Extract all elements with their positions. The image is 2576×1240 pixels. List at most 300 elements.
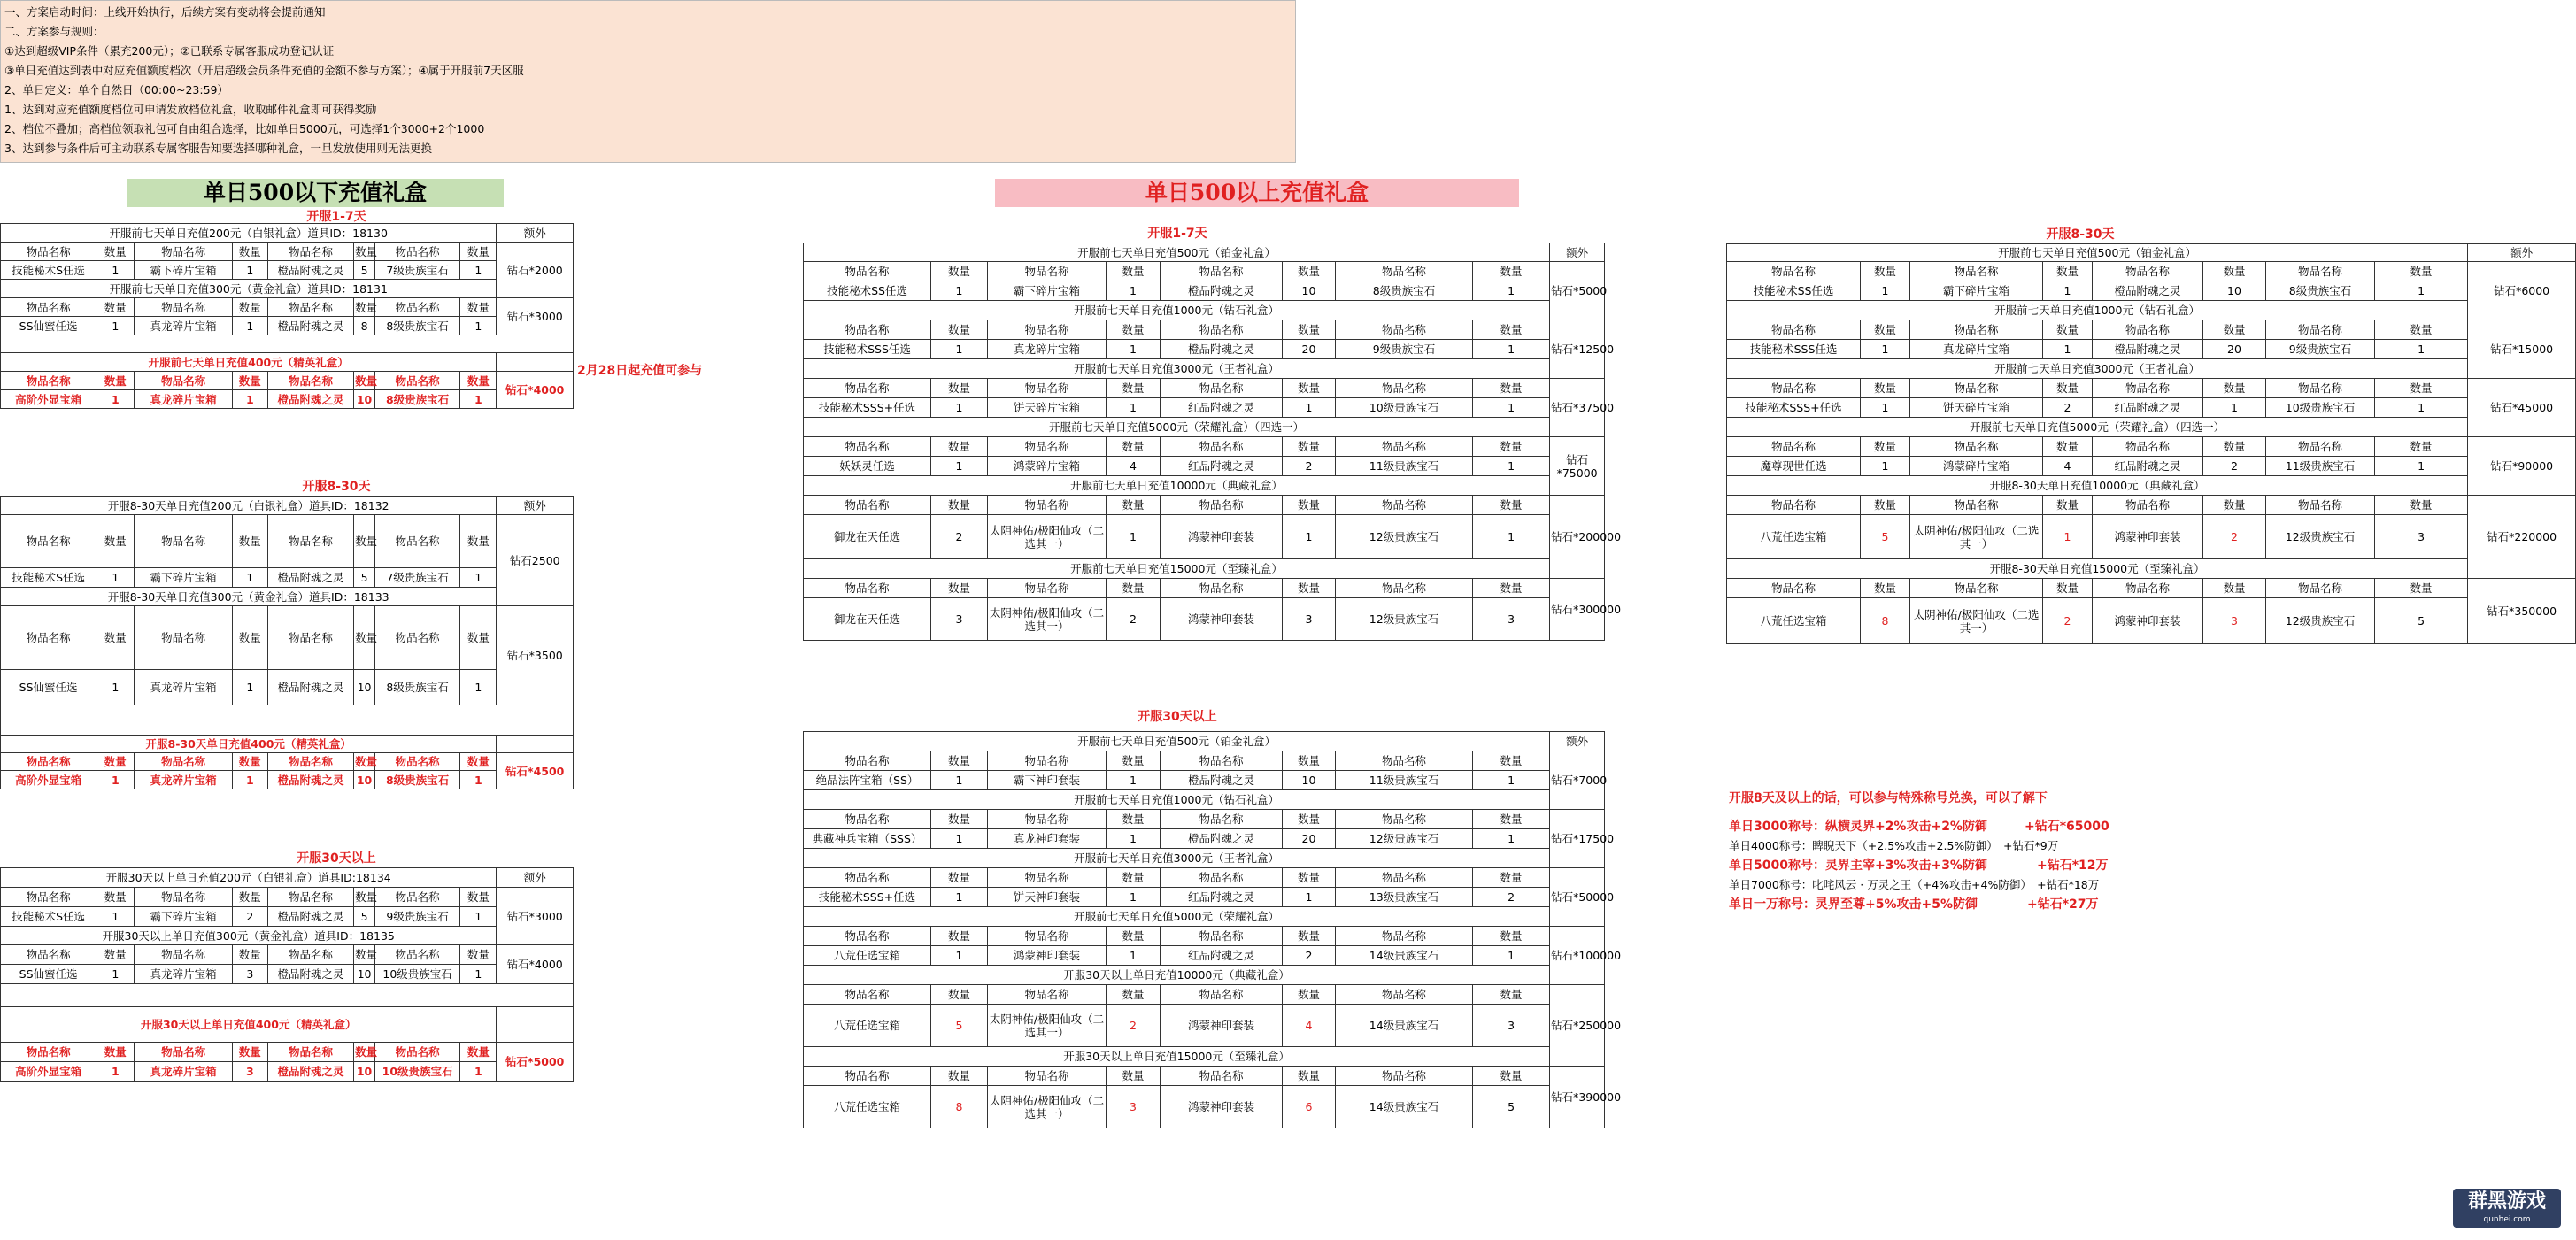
item-cell: 11级贵族宝石 <box>2266 457 2375 476</box>
col-header: 物品名称 <box>2266 379 2375 398</box>
left-table-1-7 <box>0 223 574 409</box>
bonus-cell: 钻石*12500 <box>1550 320 1605 379</box>
qty-cell: 1 <box>931 340 988 359</box>
col-header: 数量 <box>1283 437 1336 457</box>
col-header: 物品名称 <box>988 262 1107 281</box>
item-cell: 橙品附魂之灵 <box>267 390 353 409</box>
item-cell: 真龙碎片宝箱 <box>135 1062 232 1082</box>
col-header: 物品名称 <box>1161 379 1283 398</box>
qty-cell: 5 <box>931 1005 988 1047</box>
col-header: 数量 <box>1283 496 1336 515</box>
banner-over-500: 单日500以上充值礼盒 <box>995 179 1519 207</box>
col-header: 数量 <box>232 515 267 568</box>
qty-cell: 2 <box>931 515 988 559</box>
item-cell: 9级贵族宝石 <box>374 907 459 927</box>
tier-title: 开服前七天单日充值10000元（典藏礼盒） <box>804 476 1550 496</box>
item-cell: 真龙碎片宝箱 <box>988 340 1107 359</box>
qty-cell: 1 <box>2043 515 2093 559</box>
item-cell: 真龙碎片宝箱 <box>135 771 232 789</box>
item-cell: 真龙碎片宝箱 <box>1910 340 2043 359</box>
qty-cell: 1 <box>460 261 497 280</box>
qty-cell: 3 <box>1473 598 1550 641</box>
qty-cell: 3 <box>1473 1005 1550 1047</box>
item-cell: 鸿蒙神印套装 <box>1161 598 1283 641</box>
col-header: 数量 <box>2203 320 2266 340</box>
col-header: 数量 <box>460 243 497 261</box>
col-header: 数量 <box>1107 437 1161 457</box>
qty-cell: 2 <box>2043 598 2093 644</box>
tier-title-red: 开服8-30天单日充值400元（精英礼盒） <box>1 736 497 753</box>
col-header: 数量 <box>931 927 988 946</box>
item-cell: 鸿蒙神印套装 <box>2093 515 2203 559</box>
notice-line: 2、档位不叠加；高档位领取礼包可自由组合选择，比如单日5000元，可选择1个3000+2个1000 <box>4 122 485 135</box>
qty-cell: 1 <box>460 568 497 588</box>
col-header: 数量 <box>1473 810 1550 829</box>
col-header: 物品名称 <box>267 243 353 261</box>
right-table-8-30 <box>1726 243 2576 644</box>
col-header: 数量 <box>354 888 375 907</box>
item-cell: SS仙蜜任选 <box>1 965 96 984</box>
item-cell: 10级贵族宝石 <box>374 1062 459 1082</box>
col-header: 物品名称 <box>2266 437 2375 457</box>
qty-cell: 1 <box>96 261 135 280</box>
col-header: 物品名称 <box>1161 810 1283 829</box>
item-cell: 8级贵族宝石 <box>1336 281 1473 301</box>
qty-cell: 1 <box>460 390 497 409</box>
col-header: 物品名称 <box>1336 985 1473 1005</box>
col-header: 数量 <box>354 1043 375 1062</box>
col-header: 物品名称 <box>1161 262 1283 281</box>
qty-cell: 3 <box>232 1062 267 1082</box>
col-header: 物品名称 <box>1336 496 1473 515</box>
item-cell: 橙品附魂之灵 <box>267 1062 353 1082</box>
item-cell: 橙品附魂之灵 <box>1161 829 1283 849</box>
qty-cell: 1 <box>2375 281 2468 301</box>
col-header: 物品名称 <box>267 372 353 390</box>
col-header: 物品名称 <box>374 888 459 907</box>
col-header: 数量 <box>931 437 988 457</box>
item-cell: 7级贵族宝石 <box>374 261 459 280</box>
bonus-cell: 钻石*5000 <box>497 1043 574 1082</box>
bonus-cell: 钻石2500 <box>497 515 574 606</box>
col-header: 数量 <box>96 888 135 907</box>
col-header: 数量 <box>931 320 988 340</box>
col-header: 数量 <box>2203 437 2266 457</box>
item-cell: 技能秘术SSS+任选 <box>1727 398 1861 418</box>
qty-cell: 1 <box>1107 946 1161 966</box>
col-header: 物品名称 <box>1336 810 1473 829</box>
col-header: 物品名称 <box>2093 262 2203 281</box>
bonus-cell: 钻石*100000 <box>1550 927 1605 985</box>
tier-title-red: 开服30天以上单日充值400元（精英礼盒） <box>1 1007 497 1043</box>
bonus-cell: 钻石*90000 <box>2468 437 2576 496</box>
item-cell: 霸下碎片宝箱 <box>135 261 232 280</box>
item-cell: 饼天碎片宝箱 <box>1910 398 2043 418</box>
col-header: 物品名称 <box>135 243 232 261</box>
col-header: 物品名称 <box>135 753 232 771</box>
item-cell: 饼天神印套装 <box>988 888 1107 907</box>
bonus-cell: 钻石*200000 <box>1550 496 1605 579</box>
qty-cell: 4 <box>1283 1005 1336 1047</box>
qty-cell: 1 <box>232 771 267 789</box>
qty-cell: 5 <box>354 261 375 280</box>
qty-cell: 8 <box>354 317 375 335</box>
bonus-cell: 钻石*3000 <box>497 888 574 945</box>
col-header: 数量 <box>1861 437 1910 457</box>
item-cell: 橙品附魂之灵 <box>267 965 353 984</box>
item-cell: 13级贵族宝石 <box>1336 888 1473 907</box>
bonus-cell: 钻石*3500 <box>497 606 574 705</box>
qty-cell: 10 <box>354 965 375 984</box>
col-header: 物品名称 <box>1727 437 1861 457</box>
col-header: 物品名称 <box>1 753 96 771</box>
col-header: 物品名称 <box>1 298 96 317</box>
col-header: 数量 <box>1473 320 1550 340</box>
bonus-cell: 钻石*7000 <box>1550 751 1605 810</box>
qty-cell: 10 <box>2203 281 2266 301</box>
col-header: 物品名称 <box>804 1067 931 1086</box>
col-header: 物品名称 <box>988 1067 1107 1086</box>
qty-cell: 1 <box>931 281 988 301</box>
col-header: 数量 <box>232 606 267 670</box>
col-header: 物品名称 <box>374 298 459 317</box>
col-header: 数量 <box>232 1043 267 1062</box>
empty-cell <box>497 1007 574 1043</box>
qty-cell: 1 <box>1107 340 1161 359</box>
col-header: 数量 <box>460 298 497 317</box>
col-header: 数量 <box>931 868 988 888</box>
bonus-line: 单日4000称号：睥睨天下（+2.5%攻击+2.5%防御） +钻石*9万 <box>1729 839 2059 852</box>
section-title-mid-1-7: 开服1-7天 <box>1147 227 1207 241</box>
col-header: 物品名称 <box>1161 751 1283 771</box>
bonus-cell: 钻石*3000 <box>497 298 574 335</box>
spacer-row <box>1 984 574 1007</box>
item-cell: 橙品附魂之灵 <box>1161 281 1283 301</box>
tier-title-red: 开服前七天单日充值400元（精英礼盒） <box>1 353 497 372</box>
item-cell: 魔尊现世任选 <box>1727 457 1861 476</box>
col-header: 数量 <box>1283 579 1336 598</box>
qty-cell: 1 <box>232 670 267 705</box>
col-header: 物品名称 <box>804 496 931 515</box>
col-header: 数量 <box>232 945 267 965</box>
col-header: 物品名称 <box>988 379 1107 398</box>
col-header: 数量 <box>1473 262 1550 281</box>
col-header: 数量 <box>96 606 135 670</box>
qty-cell: 1 <box>931 457 988 476</box>
col-header: 数量 <box>354 298 375 317</box>
col-header: 物品名称 <box>135 515 232 568</box>
mid-table-1-7 <box>803 243 1622 641</box>
tier-title: 开服前七天单日充值1000元（钻石礼盒） <box>804 790 1550 810</box>
qty-cell: 10 <box>354 670 375 705</box>
bonus-line: 单日7000称号：叱咤风云 · 万灵之王（+4%攻击+4%防御） +钻石*18万 <box>1729 878 2100 891</box>
col-header: 物品名称 <box>2093 437 2203 457</box>
col-header: 数量 <box>354 753 375 771</box>
col-header: 数量 <box>460 1043 497 1062</box>
empty-cell <box>497 353 574 372</box>
col-header: 物品名称 <box>1161 1067 1283 1086</box>
qty-cell: 1 <box>1861 340 1910 359</box>
qty-cell: 1 <box>2043 340 2093 359</box>
item-cell: 技能秘术S任选 <box>1 568 96 588</box>
bonus-cell: 钻石*390000 <box>1550 1067 1605 1128</box>
col-header: 数量 <box>460 372 497 390</box>
qty-cell: 2 <box>1107 598 1161 641</box>
item-cell: SS仙蜜任选 <box>1 670 96 705</box>
tier-title: 开服前七天单日充值5000元（荣耀礼盒） <box>804 907 1550 927</box>
col-header: 物品名称 <box>267 753 353 771</box>
tier-title: 开服前七天单日充值15000元（至臻礼盒） <box>804 559 1550 579</box>
item-cell: 八荒任选宝箱 <box>804 1005 931 1047</box>
col-header: 物品名称 <box>1336 1067 1473 1086</box>
qty-cell: 2 <box>2203 457 2266 476</box>
col-header: 数量 <box>1107 1067 1161 1086</box>
item-cell: 技能秘术S任选 <box>1 907 96 927</box>
col-header: 数量 <box>1861 262 1910 281</box>
qty-cell: 3 <box>931 598 988 641</box>
qty-cell: 5 <box>2375 598 2468 644</box>
qty-cell: 20 <box>2203 340 2266 359</box>
qty-cell: 1 <box>96 568 135 588</box>
col-header: 物品名称 <box>1910 437 2043 457</box>
qty-cell: 3 <box>1107 1086 1161 1128</box>
col-header: 物品名称 <box>1 888 96 907</box>
item-cell: 橙品附魂之灵 <box>267 261 353 280</box>
col-header: 数量 <box>1283 985 1336 1005</box>
col-header: 物品名称 <box>1161 320 1283 340</box>
qty-cell: 1 <box>931 398 988 418</box>
item-cell: 8级贵族宝石 <box>374 670 459 705</box>
col-header: 数量 <box>1107 810 1161 829</box>
item-cell: 饼天碎片宝箱 <box>988 398 1107 418</box>
item-cell: 橙品附魂之灵 <box>1161 771 1283 790</box>
col-header: 数量 <box>931 579 988 598</box>
col-header: 物品名称 <box>2093 379 2203 398</box>
item-cell: 10级贵族宝石 <box>1336 398 1473 418</box>
item-cell: 高阶外显宝箱 <box>1 390 96 409</box>
qty-cell: 1 <box>232 261 267 280</box>
item-cell: 橙品附魂之灵 <box>267 317 353 335</box>
item-cell: 11级贵族宝石 <box>1336 771 1473 790</box>
item-cell: 鸿蒙碎片宝箱 <box>1910 457 2043 476</box>
banner-under-500: 单日500以下充值礼盒 <box>127 179 504 207</box>
col-header: 数量 <box>460 753 497 771</box>
qty-cell: 1 <box>96 1062 135 1082</box>
qty-cell: 1 <box>460 670 497 705</box>
col-header: 物品名称 <box>804 320 931 340</box>
section-title-left-1-7: 开服1-7天 <box>306 210 366 224</box>
col-header: 物品名称 <box>267 888 353 907</box>
col-header: 物品名称 <box>1336 751 1473 771</box>
notice-line: 二、方案参与规则： <box>4 25 104 38</box>
col-header: 数量 <box>232 888 267 907</box>
section-title-left-30-plus: 开服30天以上 <box>297 851 376 866</box>
mid-table-30-plus <box>803 731 1622 1128</box>
col-header: 数量 <box>1107 751 1161 771</box>
col-header: 数量 <box>2375 379 2468 398</box>
col-header: 数量 <box>354 606 375 670</box>
col-header: 物品名称 <box>1336 379 1473 398</box>
col-header: 物品名称 <box>804 868 931 888</box>
qty-cell: 1 <box>1107 771 1161 790</box>
item-cell: 11级贵族宝石 <box>1336 457 1473 476</box>
qty-cell: 20 <box>1283 829 1336 849</box>
col-header: 数量 <box>1283 927 1336 946</box>
col-header: 物品名称 <box>804 262 931 281</box>
col-header: 数量 <box>1107 927 1161 946</box>
col-header: 数量 <box>931 262 988 281</box>
col-header: 物品名称 <box>135 1043 232 1062</box>
qty-cell: 1 <box>1107 888 1161 907</box>
col-header: 物品名称 <box>135 888 232 907</box>
section-title-right-8-30: 开服8-30天 <box>2046 227 2115 242</box>
col-header: 数量 <box>1861 320 1910 340</box>
col-header: 物品名称 <box>2093 579 2203 598</box>
col-header: 数量 <box>1283 320 1336 340</box>
item-cell: 红品附魂之灵 <box>1161 457 1283 476</box>
item-cell: 9级贵族宝石 <box>1336 340 1473 359</box>
col-header: 物品名称 <box>1161 868 1283 888</box>
item-cell: 技能秘术SS任选 <box>804 281 931 301</box>
col-header: 数量 <box>1861 496 1910 515</box>
qty-cell: 1 <box>1473 281 1550 301</box>
item-cell: 太阴神佑/极阳仙攻（二选其一） <box>1910 598 2043 644</box>
col-header: 物品名称 <box>804 810 931 829</box>
notice-line: 2、单日定义：单个自然日（00:00~23:59） <box>4 83 228 96</box>
qty-cell: 1 <box>931 946 988 966</box>
item-cell: 8级贵族宝石 <box>374 390 459 409</box>
qty-cell: 1 <box>1861 398 1910 418</box>
item-cell: 高阶外显宝箱 <box>1 1062 96 1082</box>
col-header: 物品名称 <box>1 243 96 261</box>
qty-cell: 1 <box>1861 281 1910 301</box>
section-title-mid-30-plus: 开服30天以上 <box>1138 710 1217 724</box>
item-cell: 7级贵族宝石 <box>374 568 459 588</box>
qty-cell: 1 <box>1107 398 1161 418</box>
extra-header: 额外 <box>497 868 574 888</box>
bonus-cell: 钻石*5000 <box>1550 262 1605 320</box>
col-header: 数量 <box>232 298 267 317</box>
qty-cell: 1 <box>460 1062 497 1082</box>
col-header: 物品名称 <box>1727 496 1861 515</box>
col-header: 物品名称 <box>2093 496 2203 515</box>
item-cell: 真龙碎片宝箱 <box>135 390 232 409</box>
extra-header: 额外 <box>497 497 574 515</box>
qty-cell: 1 <box>2375 340 2468 359</box>
col-header: 物品名称 <box>1161 496 1283 515</box>
qty-cell: 1 <box>96 907 135 927</box>
col-header: 数量 <box>354 243 375 261</box>
col-header: 物品名称 <box>988 751 1107 771</box>
col-header: 物品名称 <box>1336 868 1473 888</box>
bonus-cell: 钻石*17500 <box>1550 810 1605 868</box>
item-cell: 真龙碎片宝箱 <box>135 670 232 705</box>
item-cell: 10级贵族宝石 <box>2266 398 2375 418</box>
col-header: 物品名称 <box>988 579 1107 598</box>
col-header: 物品名称 <box>1161 579 1283 598</box>
col-header: 物品名称 <box>1161 985 1283 1005</box>
col-header: 数量 <box>96 945 135 965</box>
participation-note: 2月28日起充值可参与 <box>577 364 703 378</box>
qty-cell: 2 <box>2203 515 2266 559</box>
qty-cell: 1 <box>1107 281 1161 301</box>
col-header: 数量 <box>2203 496 2266 515</box>
col-header: 物品名称 <box>267 515 353 568</box>
col-header: 物品名称 <box>374 945 459 965</box>
col-header: 物品名称 <box>374 243 459 261</box>
col-header: 物品名称 <box>1910 320 2043 340</box>
bonus-line: 单日3000称号：纵横灵界+2%攻击+2%防御 +钻石*65000 <box>1729 820 2109 834</box>
col-header: 物品名称 <box>135 298 232 317</box>
item-cell: 鸿蒙神印套装 <box>1161 1086 1283 1128</box>
tier-title: 开服8-30天单日充值300元（黄金礼盒）道具ID：18133 <box>1 588 497 606</box>
item-cell: 鸿蒙神印套装 <box>1161 1005 1283 1047</box>
col-header: 数量 <box>1473 579 1550 598</box>
tier-title: 开服前七天单日充值5000元（荣耀礼盒）（四选一） <box>1727 418 2468 437</box>
col-header: 数量 <box>2043 579 2093 598</box>
qty-cell: 1 <box>96 670 135 705</box>
item-cell: 8级贵族宝石 <box>374 317 459 335</box>
col-header: 数量 <box>2203 262 2266 281</box>
qty-cell: 1 <box>96 390 135 409</box>
col-header: 物品名称 <box>1336 927 1473 946</box>
qty-cell: 1 <box>1107 829 1161 849</box>
bonus-cell: 钻石*6000 <box>2468 262 2576 320</box>
tier-title: 开服前七天单日充值200元（白银礼盒）道具ID：18130 <box>1 224 497 243</box>
bonus-cell: 钻石*2000 <box>497 243 574 298</box>
tier-title: 开服前七天单日充值5000元（荣耀礼盒）（四选一） <box>804 418 1550 437</box>
qty-cell: 1 <box>1473 515 1550 559</box>
qty-cell: 1 <box>460 317 497 335</box>
qty-cell: 1 <box>1473 340 1550 359</box>
tier-title: 开服30天以上单日充值15000元（至臻礼盒） <box>804 1047 1550 1067</box>
qty-cell: 1 <box>460 907 497 927</box>
col-header: 物品名称 <box>988 320 1107 340</box>
item-cell: 高阶外显宝箱 <box>1 771 96 789</box>
qty-cell: 1 <box>2043 281 2093 301</box>
bonus-intro: 开服8天及以上的话，可以参与特殊称号兑换，可以了解下 <box>1729 791 2048 805</box>
item-cell: 霸下碎片宝箱 <box>1910 281 2043 301</box>
col-header: 物品名称 <box>1336 437 1473 457</box>
item-cell: 八荒任选宝箱 <box>1727 515 1861 559</box>
qty-cell: 6 <box>1283 1086 1336 1128</box>
col-header: 数量 <box>1473 927 1550 946</box>
bonus-cell: 钻石*220000 <box>2468 496 2576 579</box>
tier-title: 开服前七天单日充值3000元（王者礼盒） <box>804 359 1550 379</box>
col-header: 数量 <box>1473 496 1550 515</box>
col-header: 数量 <box>1107 985 1161 1005</box>
tier-title: 开服前七天单日充值500元（铂金礼盒） <box>804 732 1550 751</box>
col-header: 数量 <box>1107 379 1161 398</box>
col-header: 数量 <box>1107 262 1161 281</box>
col-header: 数量 <box>232 243 267 261</box>
col-header: 物品名称 <box>1910 496 2043 515</box>
item-cell: 霸下碎片宝箱 <box>135 907 232 927</box>
notice-box <box>0 0 1296 163</box>
item-cell: 技能秘术SSS任选 <box>1727 340 1861 359</box>
col-header: 物品名称 <box>988 868 1107 888</box>
tier-title: 开服前七天单日充值1000元（钻石礼盒） <box>1727 301 2468 320</box>
item-cell: 技能秘术SS任选 <box>1727 281 1861 301</box>
notice-line: ③单日充值达到表中对应充值额度档次（开启超级会员条件充值的金额不参与方案）；④属于开服前7天区服 <box>4 64 524 77</box>
qty-cell: 1 <box>232 317 267 335</box>
col-header: 数量 <box>1473 1067 1550 1086</box>
item-cell: 太阴神佑/极阳仙攻（二选其一） <box>988 515 1107 559</box>
col-header: 数量 <box>460 515 497 568</box>
col-header: 物品名称 <box>1727 579 1861 598</box>
qty-cell: 2 <box>232 907 267 927</box>
item-cell: SS仙蜜任选 <box>1 317 96 335</box>
